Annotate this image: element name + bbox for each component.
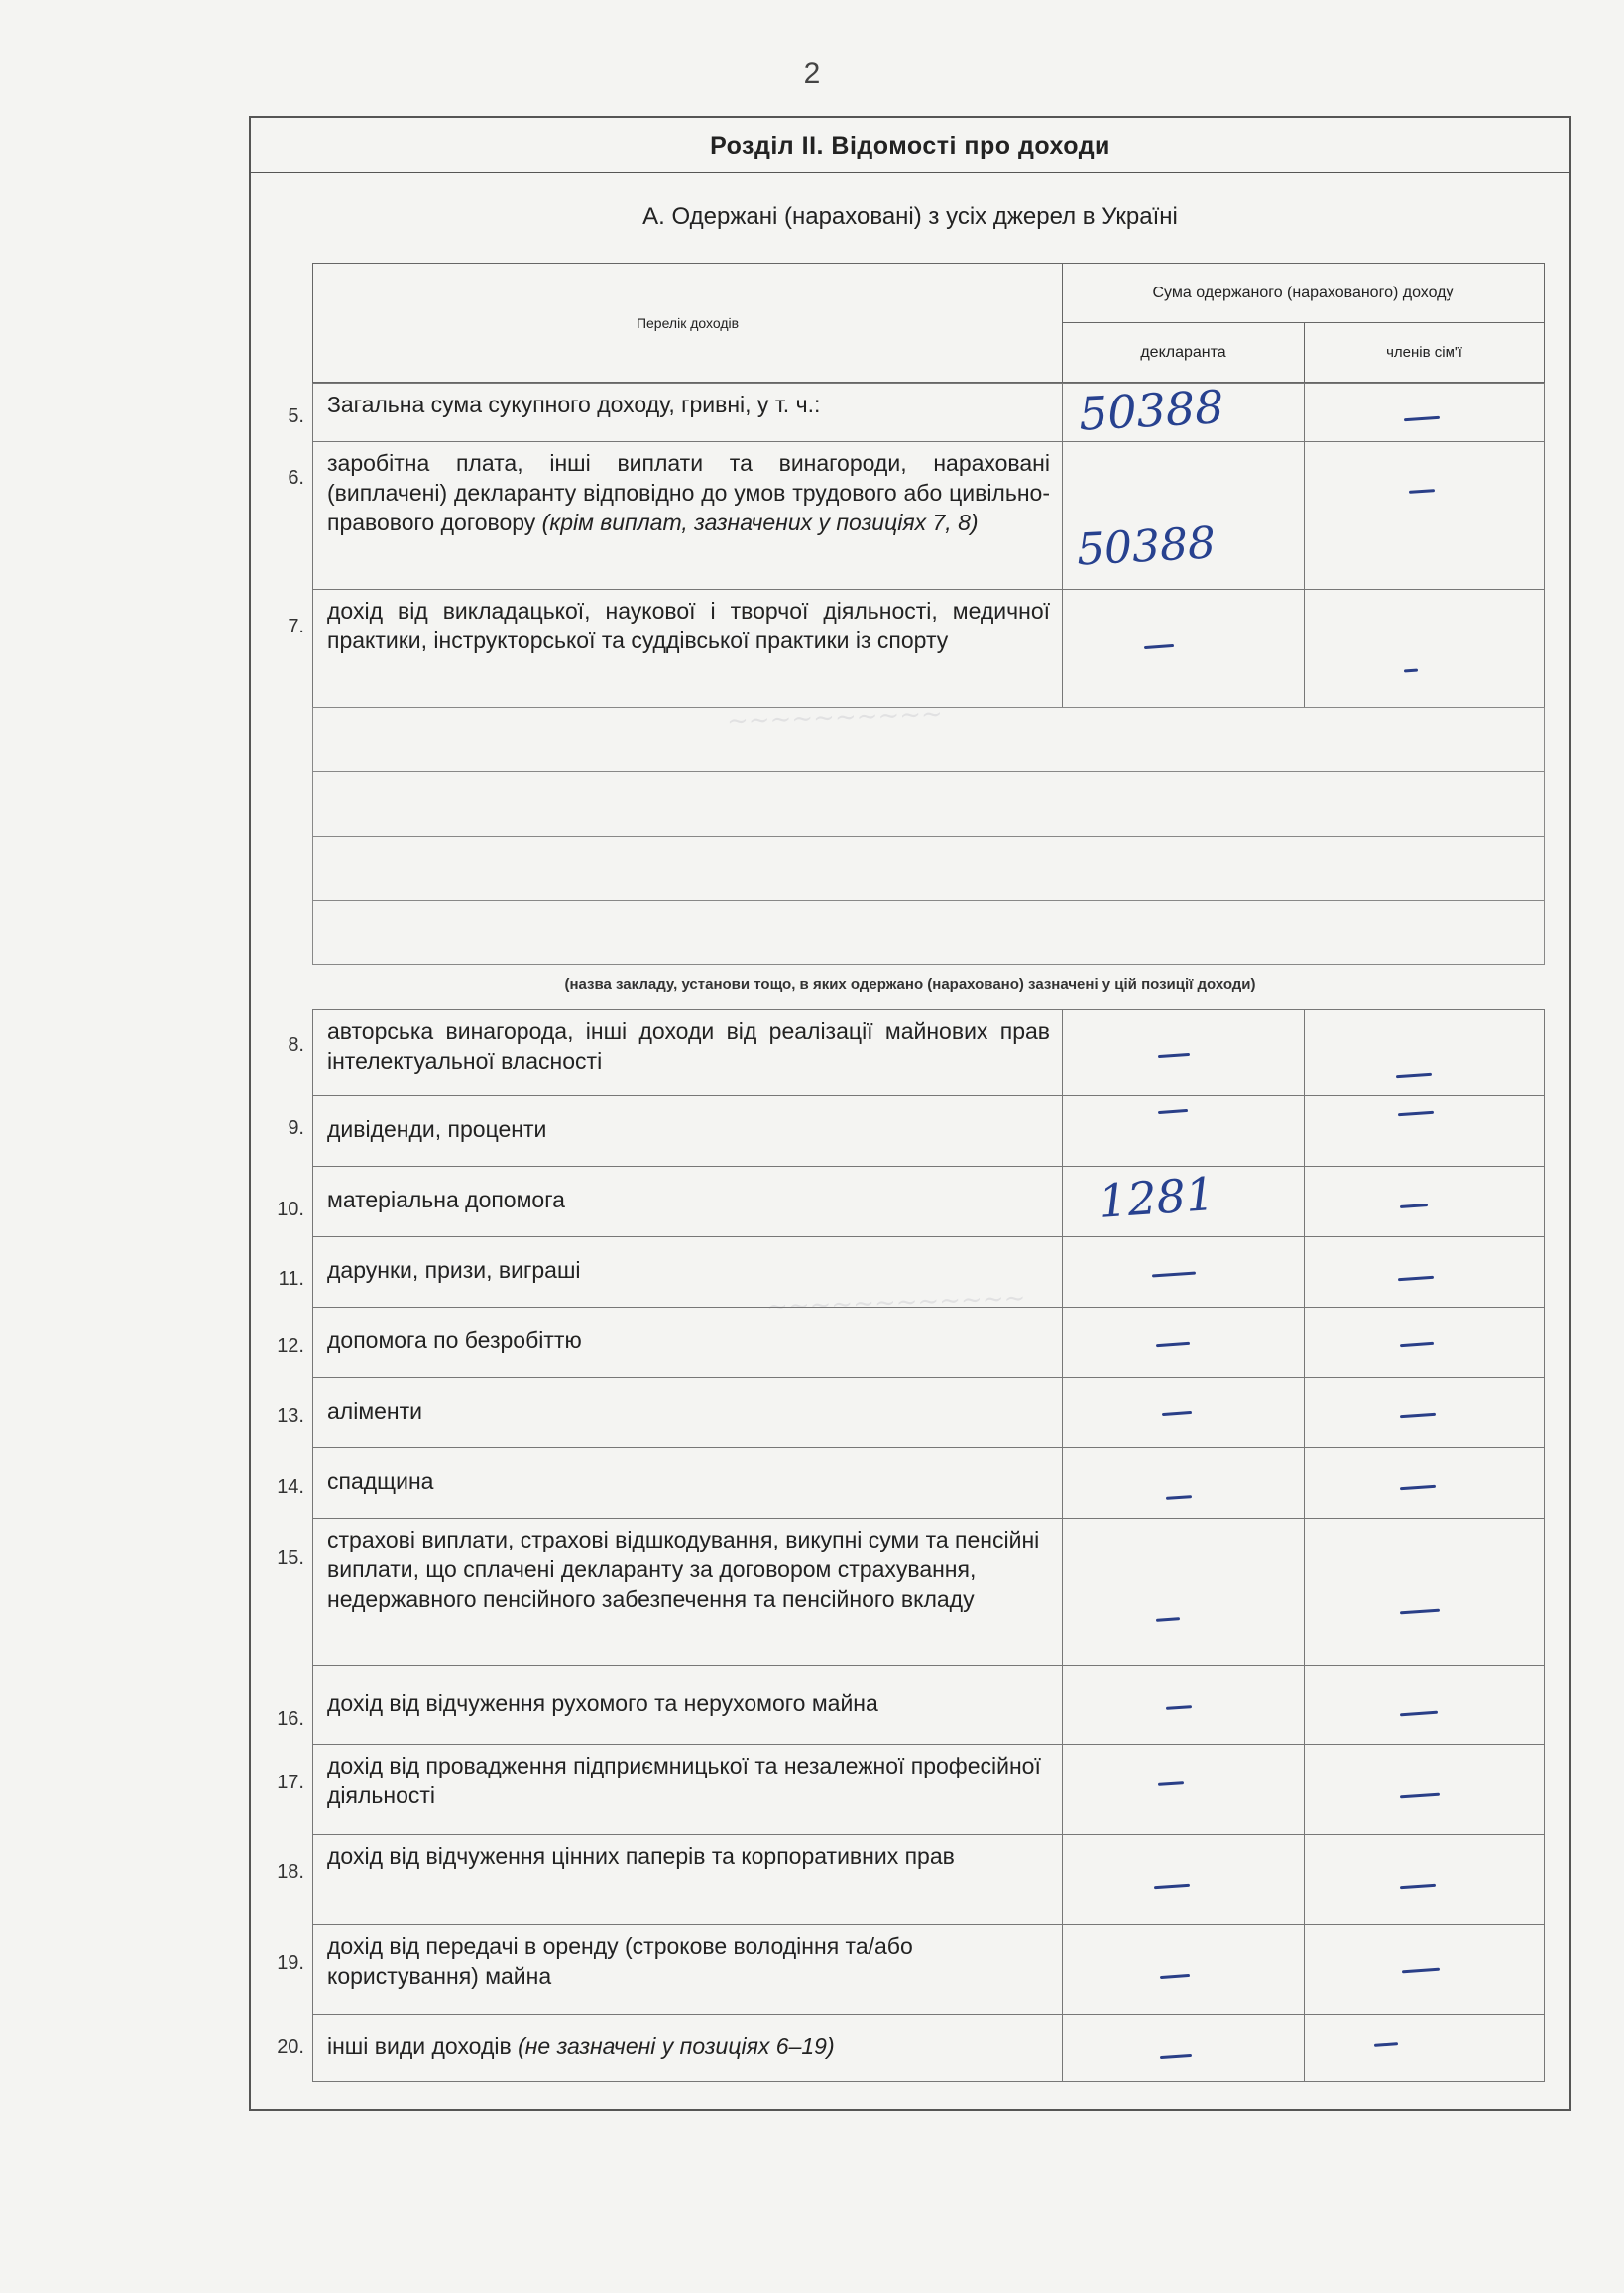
declarant-amount-cell[interactable] bbox=[1062, 1665, 1305, 1745]
handwritten-dash bbox=[1398, 1111, 1434, 1117]
declarant-amount-cell[interactable] bbox=[1062, 1166, 1305, 1237]
income-row-label: дохід від передачі в оренду (строкове володіння та/або користування) майна bbox=[312, 1924, 1063, 2015]
declarant-amount-cell[interactable] bbox=[1062, 1095, 1305, 1167]
handwritten-dash bbox=[1402, 1968, 1440, 1974]
income-row-label: дохід від відчуження рухомого та нерухомого майна bbox=[312, 1665, 1063, 1745]
declarant-amount-cell[interactable] bbox=[1062, 441, 1305, 590]
declarant-amount-cell[interactable] bbox=[1062, 380, 1305, 442]
section-subtitle: А. Одержані (нараховані) з усіх джерел в Україні bbox=[642, 203, 1178, 230]
handwritten-dash bbox=[1400, 1711, 1438, 1717]
header-declarant: декларанта bbox=[1062, 322, 1305, 383]
institution-blank-line[interactable] bbox=[312, 707, 1545, 772]
declarant-amount-cell[interactable] bbox=[1062, 1009, 1305, 1096]
row-number: 6. bbox=[288, 467, 304, 489]
handwritten-dash bbox=[1152, 1271, 1196, 1277]
declarant-amount-cell[interactable] bbox=[1062, 1236, 1305, 1308]
handwritten-dash bbox=[1158, 1053, 1190, 1058]
handwritten-dash bbox=[1400, 1485, 1436, 1491]
income-row-label: дохід від викладацької, наукової і творчої діяльності, медичної практики, інструкторської та суддівської практики із спорту bbox=[312, 589, 1063, 708]
family-amount-cell[interactable] bbox=[1304, 441, 1545, 590]
institution-blank-line[interactable] bbox=[312, 771, 1545, 837]
row-number: 14. bbox=[277, 1476, 304, 1498]
handwritten-dash bbox=[1160, 2054, 1192, 2059]
handwritten-dash bbox=[1404, 416, 1440, 422]
income-row-label: страхові виплати, страхові відшкодування, викупні суми та пенсійні виплати, що сплачені декларанту за договором страхування, недержавного пенсійного забезпечення та пенсійного вкладу bbox=[312, 1518, 1063, 1666]
row-number: 5. bbox=[288, 405, 304, 427]
header-family-members: членів сім'ї bbox=[1304, 322, 1545, 383]
family-amount-cell[interactable] bbox=[1304, 1236, 1545, 1308]
institution-blank-line[interactable] bbox=[312, 836, 1545, 901]
handwritten-dash bbox=[1154, 1884, 1190, 1890]
declarant-amount-cell[interactable] bbox=[1062, 1834, 1305, 1925]
row-number: 17. bbox=[277, 1772, 304, 1793]
declarant-amount-cell[interactable] bbox=[1062, 1307, 1305, 1378]
row-number: 15. bbox=[277, 1548, 304, 1569]
row-number: 19. bbox=[277, 1952, 304, 1974]
family-amount-cell[interactable] bbox=[1304, 1009, 1545, 1096]
handwritten-dash bbox=[1400, 1204, 1428, 1208]
handwritten-dash bbox=[1166, 1705, 1192, 1710]
header-income-list: Перелік доходів bbox=[312, 263, 1063, 383]
declarant-amount-cell[interactable] bbox=[1062, 1744, 1305, 1835]
handwritten-dash bbox=[1162, 1411, 1192, 1416]
declarant-amount-cell[interactable] bbox=[1062, 1518, 1305, 1666]
declarant-amount-cell[interactable] bbox=[1062, 1924, 1305, 2015]
row-number: 16. bbox=[277, 1708, 304, 1730]
row-number: 9. bbox=[288, 1117, 304, 1139]
family-amount-cell[interactable] bbox=[1304, 1377, 1545, 1448]
handwritten-dash bbox=[1396, 1073, 1432, 1079]
family-amount-cell[interactable] bbox=[1304, 2014, 1545, 2082]
handwritten-dash bbox=[1400, 1609, 1440, 1615]
handwritten-dash bbox=[1400, 1793, 1440, 1799]
section-title: Розділ ІІ. Відомості про доходи bbox=[251, 118, 1569, 173]
income-row-label: Загальна сума сукупного доходу, гривні, у т. ч.: bbox=[312, 383, 1063, 442]
declarant-amount-cell[interactable] bbox=[1062, 589, 1305, 708]
handwritten-amount: 50388 bbox=[1075, 517, 1218, 576]
handwritten-dash bbox=[1374, 2042, 1398, 2047]
handwritten-dash bbox=[1158, 1781, 1184, 1786]
income-row-label: дивіденди, проценти bbox=[312, 1095, 1063, 1167]
handwritten-dash bbox=[1144, 644, 1174, 649]
income-row-label: аліменти bbox=[312, 1377, 1063, 1448]
income-row-label: дохід від відчуження цінних паперів та корпоративних прав bbox=[312, 1834, 1063, 1925]
declarant-amount-cell[interactable] bbox=[1062, 1447, 1305, 1519]
institution-blank-line[interactable] bbox=[312, 900, 1545, 965]
income-row-label: дарунки, призи, виграші bbox=[312, 1236, 1063, 1308]
handwritten-amount: 50388 bbox=[1077, 380, 1225, 441]
family-amount-cell[interactable] bbox=[1304, 589, 1545, 708]
income-row-label: матеріальна допомога bbox=[312, 1166, 1063, 1237]
row-number: 10. bbox=[277, 1199, 304, 1220]
handwritten-dash bbox=[1156, 1342, 1190, 1347]
handwritten-dash bbox=[1160, 1974, 1190, 1979]
income-section-frame bbox=[249, 116, 1571, 2111]
handwritten-dash bbox=[1400, 1342, 1434, 1347]
row-number: 11. bbox=[278, 1268, 304, 1290]
income-row-label: дохід від провадження підприємницької та незалежної професійної діяльності bbox=[312, 1744, 1063, 1835]
family-amount-cell[interactable] bbox=[1304, 1744, 1545, 1835]
handwritten-dash bbox=[1158, 1109, 1188, 1114]
bleed-through: ~~~~~~~~~~~~ bbox=[765, 1283, 1026, 1322]
institution-caption: (назва закладу, установи тощо, в яких одержано (нараховано) зазначені у цій позиції доходи) bbox=[564, 976, 1256, 993]
family-amount-cell[interactable] bbox=[1304, 1834, 1545, 1925]
row-number: 8. bbox=[288, 1034, 304, 1056]
handwritten-dash bbox=[1166, 1495, 1192, 1500]
page-number: 2 bbox=[803, 57, 821, 90]
income-row-label: авторська винагорода, інші доходи від реалізації майнових прав інтелектуальної власності bbox=[312, 1009, 1063, 1096]
income-row-label: спадщина bbox=[312, 1447, 1063, 1519]
handwritten-dash bbox=[1409, 489, 1435, 494]
row-number: 13. bbox=[277, 1405, 304, 1427]
family-amount-cell[interactable] bbox=[1304, 383, 1545, 442]
header-income-sum: Сума одержаного (нарахованого) доходу bbox=[1062, 263, 1545, 323]
family-amount-cell[interactable] bbox=[1304, 1095, 1545, 1167]
family-amount-cell[interactable] bbox=[1304, 1518, 1545, 1666]
row-number: 18. bbox=[277, 1861, 304, 1883]
declarant-amount-cell[interactable] bbox=[1062, 2014, 1305, 2082]
income-row-label: допомога по безробіттю bbox=[312, 1307, 1063, 1378]
family-amount-cell[interactable] bbox=[1304, 1924, 1545, 2015]
family-amount-cell[interactable] bbox=[1304, 1307, 1545, 1378]
handwritten-dash bbox=[1404, 669, 1418, 673]
handwritten-dash bbox=[1400, 1884, 1436, 1890]
handwritten-dash bbox=[1398, 1276, 1434, 1282]
income-row-label: заробітна плата, інші виплати та винагороди, нараховані (виплачені) декларанту відповідно до умов трудового або цивільно-правового договору (крім виплат, зазначених у позиціях 7, 8) bbox=[312, 441, 1063, 590]
row-number: 12. bbox=[277, 1335, 304, 1357]
row-number: 7. bbox=[288, 616, 304, 637]
handwritten-dash bbox=[1156, 1617, 1180, 1622]
handwritten-dash bbox=[1400, 1413, 1436, 1419]
declarant-amount-cell[interactable] bbox=[1062, 1377, 1305, 1448]
income-row-label: інші види доходів (не зазначені у позиціях 6–19) bbox=[312, 2014, 1063, 2082]
family-amount-cell[interactable] bbox=[1304, 1166, 1545, 1237]
row-number: 20. bbox=[277, 2036, 304, 2058]
handwritten-amount: 1281 bbox=[1097, 1166, 1217, 1229]
family-amount-cell[interactable] bbox=[1304, 1447, 1545, 1519]
bleed-through: ~~~~~~~~~~ bbox=[726, 699, 944, 737]
family-amount-cell[interactable] bbox=[1304, 1665, 1545, 1745]
